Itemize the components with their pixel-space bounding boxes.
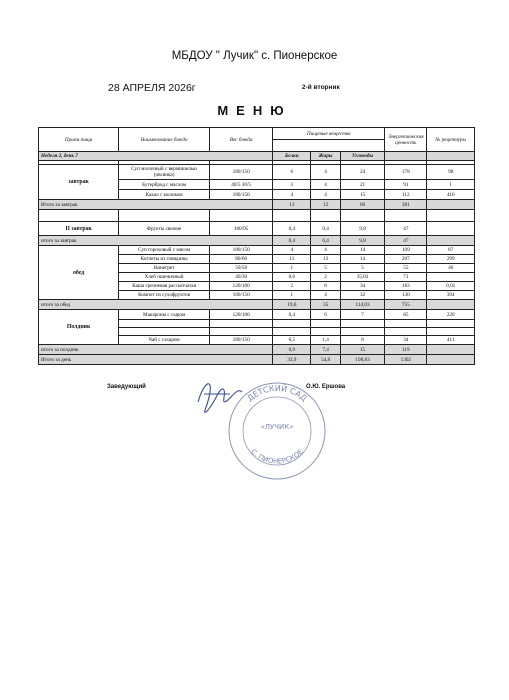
- nutrient-header-carbs: Углеводы: [340, 152, 384, 161]
- total-energy: 47: [385, 236, 427, 246]
- dish-protein: 3: [273, 180, 311, 190]
- total-carbs: 60: [340, 200, 384, 210]
- dish-recipe: 299: [427, 255, 475, 264]
- dish-carbs: 9,8: [340, 222, 384, 236]
- dish-recipe: 416: [427, 190, 475, 200]
- dish-weight: 180/150: [210, 336, 273, 345]
- dish-energy: 55: [385, 264, 427, 273]
- dish-recipe: 0,01: [427, 282, 475, 291]
- dish-name: Каша гречневая рассыпчатая: [119, 282, 210, 291]
- dish-protein: 0,6: [273, 273, 311, 282]
- total-fat: 7,4: [311, 345, 341, 355]
- snack-total-label: итого за полдник: [39, 345, 273, 355]
- dish-energy: 183: [385, 282, 427, 291]
- dish-recipe: 46: [427, 264, 475, 273]
- dish-energy: 85: [385, 310, 427, 320]
- dish-name: Бутерброд с маслом: [119, 180, 210, 190]
- menu-day-name: 2-й вторник: [302, 84, 340, 91]
- dish-weight: 180/150: [210, 165, 273, 180]
- total-carbs: 15: [340, 345, 384, 355]
- dish-carbs: 34: [340, 282, 384, 291]
- dish-energy: 178: [385, 165, 427, 180]
- svg-text:ДЕТСКИЙ САД: [246, 382, 309, 403]
- svg-text:С. ПИОНЕРСКОЕ: [249, 448, 305, 466]
- dish-fat: 4: [311, 180, 341, 190]
- dish-weight: 40/5 30/5: [210, 180, 273, 190]
- position-label: Заведующий: [107, 384, 146, 390]
- organization-stamp: [222, 376, 332, 486]
- dish-fat: 0,4: [311, 222, 341, 236]
- total-protein: 0,4: [273, 236, 311, 246]
- day-total-label: Итого за день: [39, 355, 273, 365]
- dish-name: Чай с сахаром: [119, 336, 210, 345]
- dish-protein: 4: [273, 246, 311, 255]
- nutrient-header-protein: Белки: [273, 152, 311, 161]
- dish-carbs: 14: [340, 246, 384, 255]
- dish-fat: 6: [311, 310, 341, 320]
- menu-heading: МЕНЮ: [217, 103, 292, 118]
- dish-name: Макароны с сыром: [119, 310, 210, 320]
- dish-protein: 1: [273, 264, 311, 273]
- total-energy: 119: [385, 345, 427, 355]
- dish-energy: 71: [385, 273, 427, 282]
- dish-carbs: 8: [340, 336, 384, 345]
- dish-energy: 109: [385, 246, 427, 255]
- dish-recipe: 1: [427, 180, 475, 190]
- meal-lunch: обед: [39, 246, 119, 300]
- header-dish: Наименование блюда: [119, 128, 210, 152]
- head-name: О.Ю. Ершова: [306, 384, 346, 390]
- dish-carbs: 15: [340, 190, 384, 200]
- total-carbs: 114,03: [340, 300, 384, 310]
- dish-weight: 80/60: [210, 255, 273, 264]
- lunch-total-label: итого за обед: [39, 300, 273, 310]
- dish-energy: 91: [385, 180, 427, 190]
- dish-name: Какао с молоком: [119, 190, 210, 200]
- breakfast-total-label: Итого за завтрак: [39, 200, 273, 210]
- dish-fat: 13: [311, 255, 341, 264]
- dish-recipe: 394: [427, 291, 475, 300]
- total-energy: 755: [385, 300, 427, 310]
- total-carbs: 9,8: [340, 236, 384, 246]
- header-energy: Энергетическая ценность: [385, 128, 427, 152]
- dish-recipe: 220: [427, 310, 475, 320]
- dish-energy: 34: [385, 336, 427, 345]
- dish-energy: 130: [385, 291, 427, 300]
- dish-fat: 5: [311, 264, 341, 273]
- total-protein: 13: [273, 200, 311, 210]
- dish-name: Хлеб пшеничный: [119, 273, 210, 282]
- dish-fat: 4: [311, 165, 341, 180]
- dish-name: Фрукты свежие: [119, 222, 210, 236]
- dish-protein: 0,5: [273, 336, 311, 345]
- week-label: Неделя 2, день 7: [39, 152, 273, 161]
- dish-protein: 0,4: [273, 310, 311, 320]
- dish-fat: 4: [311, 246, 341, 255]
- dish-carbs: 21: [340, 180, 384, 190]
- stamp-bottom-text: С. ПИОНЕРСКОЕ: [249, 447, 305, 466]
- dish-protein: 4: [273, 190, 311, 200]
- document-title: МБДОУ " Лучик" с. Пионерское: [171, 50, 338, 62]
- dish-protein: 1: [273, 291, 311, 300]
- dish-recipe: 87: [427, 246, 475, 255]
- menu-date: 28 АПРЕЛЯ 2026г: [108, 82, 196, 94]
- dish-protein: 0,4: [273, 222, 311, 236]
- total-protein: 0,9: [273, 345, 311, 355]
- total-fat: 0,4: [311, 236, 341, 246]
- dish-protein: 11: [273, 255, 311, 264]
- meal-second-breakfast: II завтрак: [39, 222, 119, 236]
- total-fat: 35: [311, 300, 341, 310]
- dish-protein: 6: [273, 165, 311, 180]
- dish-carbs: 35,03: [340, 273, 384, 282]
- dish-recipe: [427, 273, 475, 282]
- dish-weight: 180/150: [210, 246, 273, 255]
- total-protein: 33,9: [273, 355, 311, 365]
- dish-name: Винегрет: [119, 264, 210, 273]
- dish-name: Котлеты из говядины: [119, 255, 210, 264]
- dish-weight: 100/95: [210, 222, 273, 236]
- nutrient-header-fat: Жиры: [311, 152, 341, 161]
- dish-name: Компот из сухофруктов: [119, 291, 210, 300]
- dish-carbs: 14: [340, 255, 384, 264]
- total-protein: 19,6: [273, 300, 311, 310]
- dish-energy: 112: [385, 190, 427, 200]
- meal-breakfast: завтрак: [39, 165, 119, 200]
- total-fat: 54,8: [311, 355, 341, 365]
- dish-weight: 180/150: [210, 190, 273, 200]
- header-nutrients: Пищевые вещества: [273, 128, 385, 140]
- dish-weight: 180/150: [210, 291, 273, 300]
- dish-fat: 4: [311, 190, 341, 200]
- dish-fat: 4: [311, 291, 341, 300]
- dish-name: Суп гороховый с мясом: [119, 246, 210, 255]
- stamp-middle-text: «ЛУЧИК»: [260, 423, 294, 431]
- dish-weight: 120/100: [210, 310, 273, 320]
- header-recipe: № рецептуры: [427, 128, 475, 152]
- stamp-top-text: ДЕТСКИЙ САД: [245, 383, 309, 404]
- dish-fat: 1,4: [311, 336, 341, 345]
- dish-recipe: 411: [427, 336, 475, 345]
- dish-carbs: 5: [340, 264, 384, 273]
- meal-snack: Полдник: [39, 310, 119, 345]
- dish-recipe: [427, 222, 475, 236]
- dish-weight: 40/30: [210, 273, 273, 282]
- dish-protein: 2: [273, 282, 311, 291]
- dish-name: Суп молочный с вермишелью (овсянка): [119, 165, 210, 180]
- dish-weight: 120/100: [210, 282, 273, 291]
- second-breakfast-total-label: итого за завтрак: [39, 236, 273, 246]
- dish-carbs: 7: [340, 310, 384, 320]
- dish-recipe: 98: [427, 165, 475, 180]
- total-energy: 1302: [385, 355, 427, 365]
- dish-fat: 8: [311, 282, 341, 291]
- menu-table: [38, 127, 475, 365]
- total-carbs: 198,83: [340, 355, 384, 365]
- total-energy: 381: [385, 200, 427, 210]
- dish-weight: 50/50: [210, 264, 273, 273]
- total-fat: 12: [311, 200, 341, 210]
- header-meal: Прием пищи: [39, 128, 119, 152]
- dish-carbs: 32: [340, 291, 384, 300]
- dish-energy: 47: [385, 222, 427, 236]
- dish-carbs: 24: [340, 165, 384, 180]
- header-weight: Вес блюда: [210, 128, 273, 152]
- dish-energy: 207: [385, 255, 427, 264]
- dish-fat: 2: [311, 273, 341, 282]
